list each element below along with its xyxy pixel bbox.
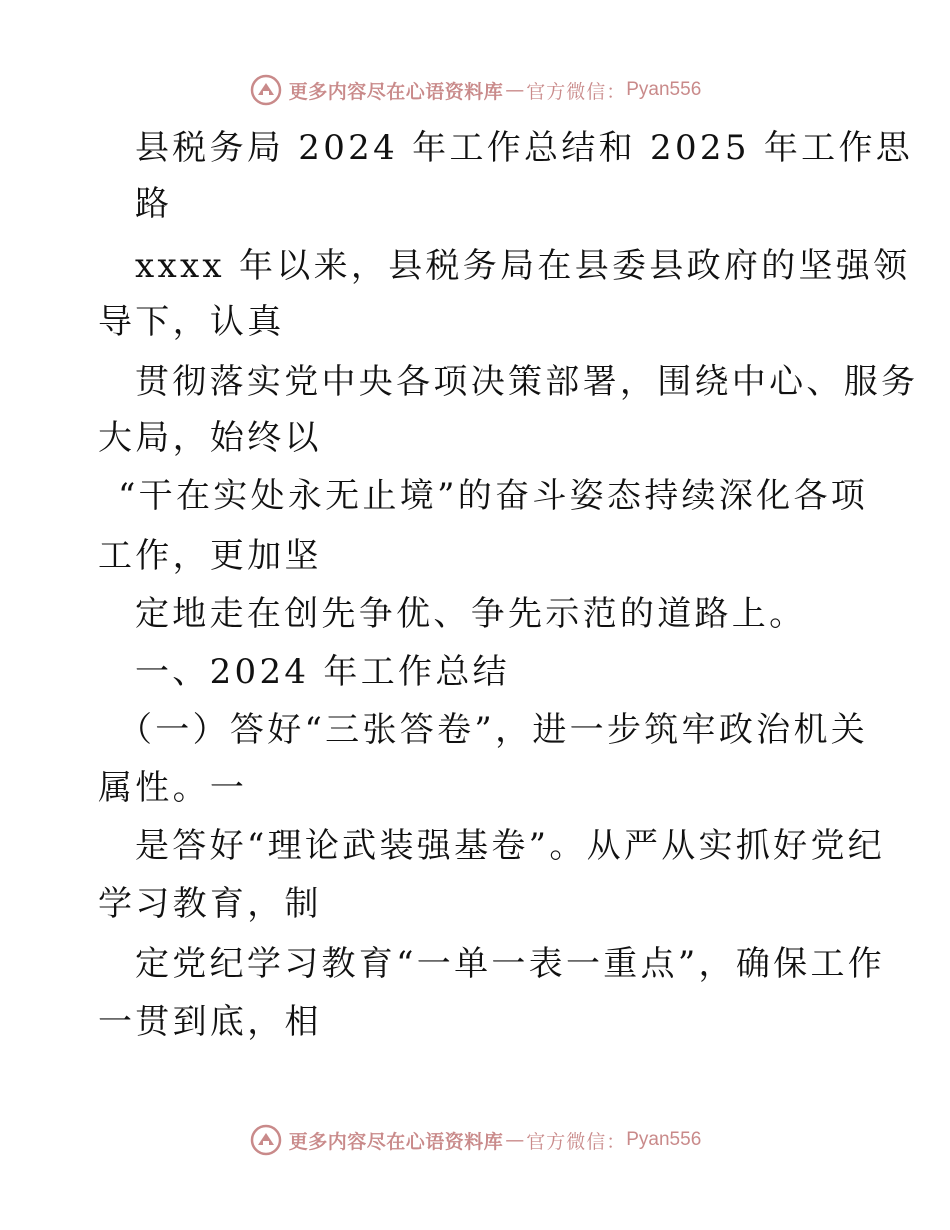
doc-paragraph-line: “干在实处永无止境”的奋斗姿态持续深化各项 [118,476,869,516]
doc-paragraph-line: 是答好“理论武装强基卷”。从严从实抓好党纪 [135,826,886,866]
book-seal-icon [249,73,283,107]
footer-watermark [0,1120,950,1160]
watermark-dash: — [505,79,525,101]
doc-title-line-1: 县税务局 2024 年工作总结和 2025 年工作思 [135,128,914,168]
watermark-wechat-id: Pyan556 [626,79,702,100]
doc-subsection-line: （一）答好“三张答卷”，进一步筑牢政治机关 [118,710,869,750]
doc-paragraph-line: 定党纪学习教育“一单一表一重点”，确保工作 [135,944,886,984]
doc-paragraph-line: 一贯到底，相 [98,1002,322,1042]
doc-paragraph-line: 大局，始终以 [98,418,322,458]
doc-paragraph-line: 导下，认真 [98,302,285,342]
header-watermark [0,70,950,110]
doc-paragraph-line: 定地走在创先争优、争先示范的道路上。 [135,594,807,634]
doc-section-heading: 一、2024 年工作总结 [135,652,510,692]
watermark-dash: — [505,1129,525,1151]
doc-paragraph-line: 工作，更加坚 [98,536,322,576]
watermark-wechat-label: 官方微信： [526,1130,627,1153]
doc-paragraph-line: 学习教育，制 [98,884,322,924]
watermark-title: 更多内容尽在心语资料库 [288,1130,504,1153]
doc-paragraph-line: xxxx 年以来，县税务局在县委县政府的坚强领 [135,246,911,286]
doc-paragraph-line: 属性。一 [98,768,248,808]
doc-paragraph-line: 贯彻落实党中央各项决策部署，围绕中心、服务 [135,362,919,402]
doc-title-line-2: 路 [135,184,173,224]
watermark-wechat-label: 官方微信： [526,80,627,103]
watermark-wechat-id: Pyan556 [626,1129,702,1150]
book-seal-icon [249,1123,283,1157]
watermark-title: 更多内容尽在心语资料库 [288,80,504,103]
